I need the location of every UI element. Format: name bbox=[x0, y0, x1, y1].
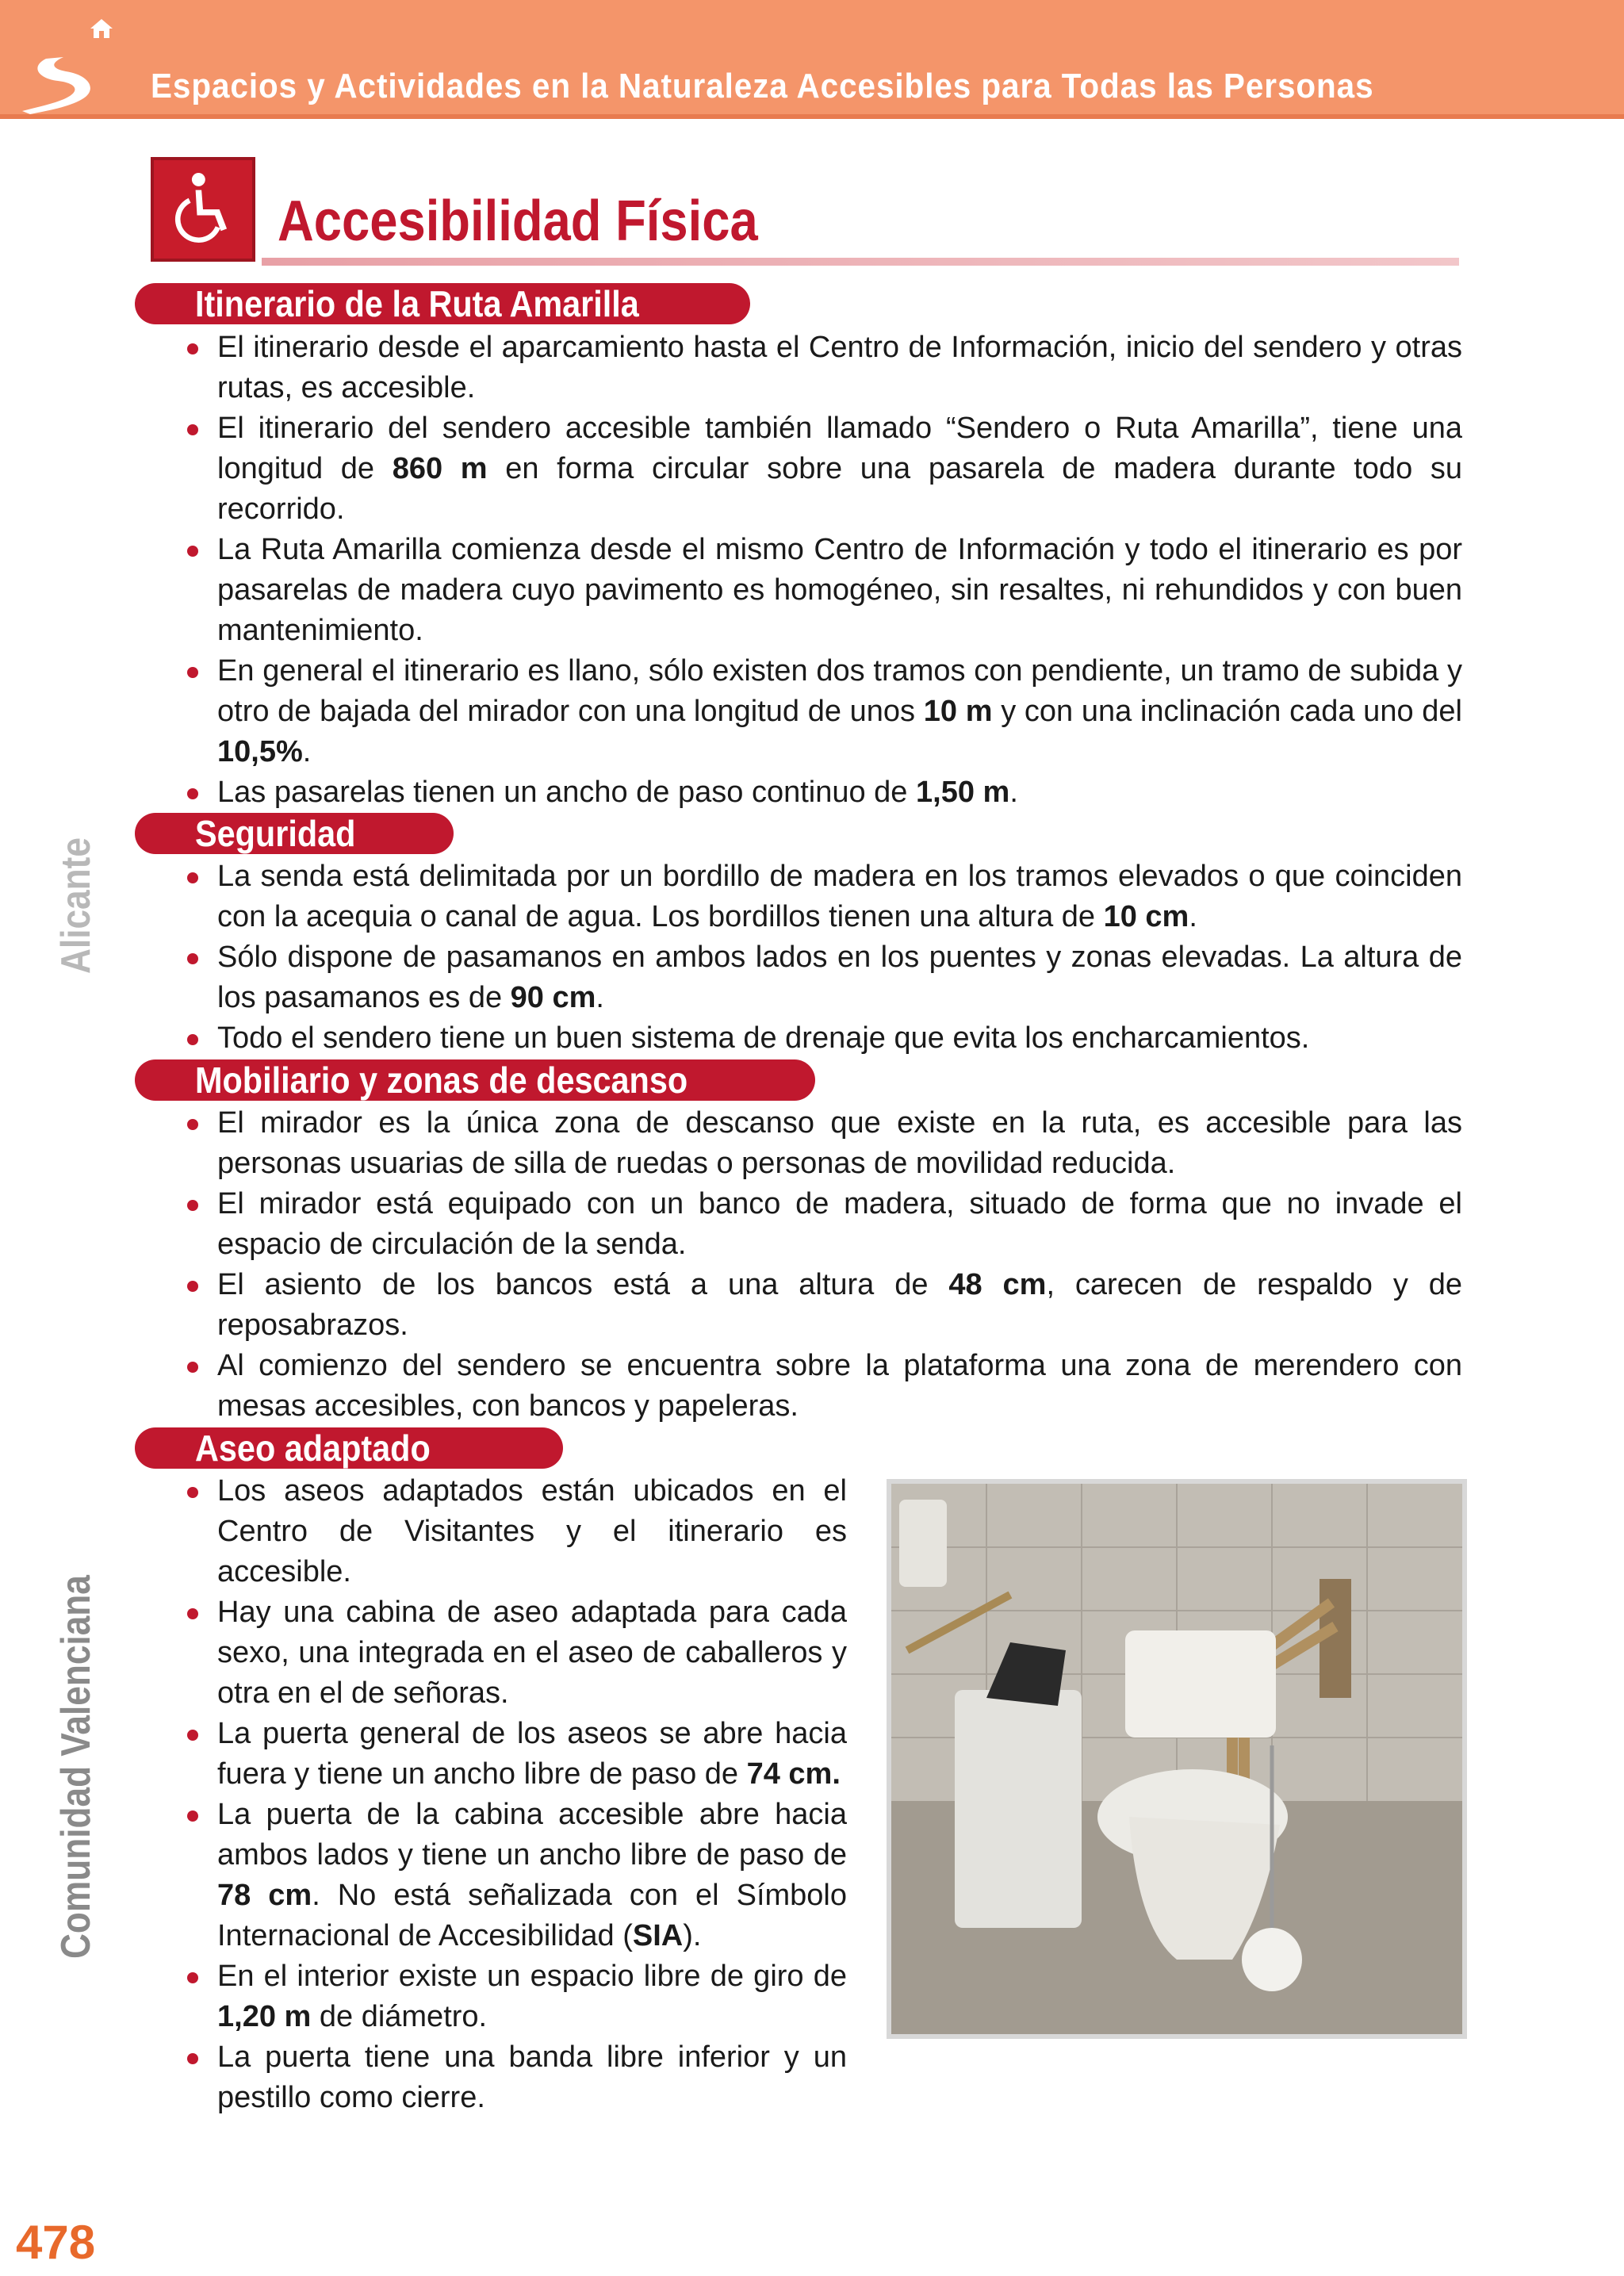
page-header-band bbox=[0, 0, 1624, 114]
home-path-icon bbox=[14, 11, 117, 114]
list-item bbox=[187, 328, 1462, 408]
list-item bbox=[187, 1265, 1462, 1346]
text-run: de diámetro. bbox=[311, 2000, 488, 2033]
bold-value: SIA bbox=[632, 1919, 684, 1952]
text-run: y con una inclinación cada uno del bbox=[992, 695, 1462, 728]
subsection-heading-aseo: Aseo adaptado bbox=[135, 1427, 563, 1469]
list-item bbox=[187, 1471, 847, 1592]
text-run: La Ruta Amarilla comienza desde el mismo Centro de Información y todo el itinerario es por pasarelas de madera cuyo pavimento es homogéneo, sin resaltes, ni rehundidos y con buen mantenimiento. bbox=[217, 533, 1462, 647]
bold-value: 1,20 m bbox=[217, 2000, 312, 2033]
text-run: . bbox=[1189, 900, 1197, 933]
list-item bbox=[187, 1795, 847, 1956]
bold-value: 90 cm bbox=[510, 981, 596, 1014]
subsection-heading-itinerario: Itinerario de la Ruta Amarilla bbox=[135, 283, 750, 324]
text-run: El mirador es la única zona de descanso que existe en la ruta, es accesible para las personas usuarias de silla de ruedas o personas de movilidad reducida. bbox=[217, 1106, 1462, 1180]
side-label-region: Alicante bbox=[53, 837, 99, 974]
text-run: En general el itinerario es llano, sólo existen dos tramos con pendiente, un tramo de subida y otro de bajada del mirador con una longitud de unos bbox=[217, 654, 1462, 728]
text-run: El itinerario desde el aparcamiento hasta el Centro de Información, inicio del sendero y otras rutas, es accesible. bbox=[217, 331, 1462, 404]
text-run: El itinerario del sendero accesible también llamado “Sendero o Ruta Amarilla”, tiene una longitud de bbox=[217, 412, 1462, 485]
list-item bbox=[187, 1956, 847, 2037]
list-item bbox=[187, 1592, 847, 1714]
text-run: Sólo dispone de pasamanos en ambos lados en los puentes y zonas elevadas. La altura de los pasamanos es de bbox=[217, 941, 1462, 1014]
bullet-list-seguridad bbox=[187, 856, 1462, 1059]
text-run: La puerta de la cabina accesible abre hacia ambos lados y tiene un ancho libre de paso de bbox=[217, 1798, 847, 1872]
text-run: Al comienzo del sendero se encuentra sobre la plataforma una zona de merendero con mesas accesibles, con bancos y papeleras. bbox=[217, 1349, 1462, 1423]
list-item bbox=[187, 1346, 1462, 1427]
text-run: . No está señalizada con el Símbolo Internacional de Accesibilidad ( bbox=[217, 1879, 847, 1952]
text-run: El asiento de los bancos está a una altura de bbox=[217, 1268, 949, 1301]
text-run: , carecen de respaldo y de reposabrazos. bbox=[217, 1268, 1463, 1342]
text-run: en forma circular sobre una pasarela de madera durante todo su recorrido. bbox=[217, 452, 1462, 526]
text-run: En el interior existe un espacio libre de giro de bbox=[217, 1960, 847, 1993]
bold-value: 860 m bbox=[392, 452, 488, 485]
header-divider bbox=[0, 114, 1624, 119]
text-run: Los aseos adaptados están ubicados en el Centro de Visitantes y el itinerario es accesible. bbox=[217, 1474, 847, 1588]
bold-value: 1,50 m bbox=[916, 776, 1010, 809]
bold-value: 48 cm bbox=[948, 1268, 1047, 1301]
list-item bbox=[187, 772, 1462, 813]
subsection-heading-mobiliario: Mobiliario y zonas de descanso bbox=[135, 1059, 815, 1101]
text-run: . bbox=[596, 981, 604, 1014]
list-item bbox=[187, 2037, 847, 2118]
text-run: La puerta tiene una banda libre inferior y un pestillo como cierre. bbox=[217, 2040, 847, 2114]
side-label-community: Comunidad Valenciana bbox=[53, 1575, 99, 1959]
bold-value: 74 cm. bbox=[746, 1757, 841, 1791]
bullet-list-mobiliario bbox=[187, 1103, 1462, 1427]
list-item bbox=[187, 856, 1462, 937]
bold-value: 10 m bbox=[923, 695, 993, 728]
list-item bbox=[187, 408, 1462, 530]
list-item bbox=[187, 1018, 1462, 1059]
list-item bbox=[187, 937, 1462, 1018]
text-run: La senda está delimitada por un bordillo de madera en los tramos elevados o que coinciden con la acequia o canal de agua. Los bordillos tienen una altura de bbox=[217, 860, 1462, 933]
subsection-heading-seguridad: Seguridad bbox=[135, 813, 454, 854]
list-item bbox=[187, 530, 1462, 651]
list-item bbox=[187, 1103, 1462, 1184]
section-title: Accesibilidad Física bbox=[278, 190, 758, 253]
list-item bbox=[187, 1184, 1462, 1265]
text-run: Todo el sendero tiene un buen sistema de drenaje que evita los encharcamientos. bbox=[217, 1021, 1310, 1055]
wheelchair-icon bbox=[151, 157, 255, 262]
text-run: El mirador está equipado con un banco de madera, situado de forma que no invade el espacio de circulación de la senda. bbox=[217, 1187, 1462, 1261]
text-run: Hay una cabina de aseo adaptada para cada sexo, una integrada en el aseo de caballeros y otra en el de señoras. bbox=[217, 1596, 847, 1710]
page-number: 478 bbox=[16, 2216, 96, 2269]
text-run: Las pasarelas tienen un ancho de paso continuo de bbox=[217, 776, 916, 809]
text-run: . bbox=[1009, 776, 1018, 809]
bullet-list-aseo bbox=[187, 1471, 847, 2118]
bold-value: 10,5% bbox=[217, 735, 303, 768]
text-run: . bbox=[302, 735, 312, 768]
header-title: Espacios y Actividades en la Naturaleza Accesibles para Todas las Personas bbox=[151, 67, 1374, 105]
list-item bbox=[187, 1714, 847, 1795]
section-title-underline bbox=[262, 258, 1459, 266]
text-run: La puerta general de los aseos se abre hacia fuera y tiene un ancho libre de paso de bbox=[217, 1717, 847, 1791]
text-run: ). bbox=[683, 1919, 702, 1952]
accessible-toilet-photo bbox=[887, 1479, 1467, 2039]
bullet-list-itinerario bbox=[187, 328, 1462, 813]
bold-value: 78 cm bbox=[217, 1879, 312, 1912]
bold-value: 10 cm bbox=[1103, 900, 1189, 933]
list-item bbox=[187, 651, 1462, 772]
